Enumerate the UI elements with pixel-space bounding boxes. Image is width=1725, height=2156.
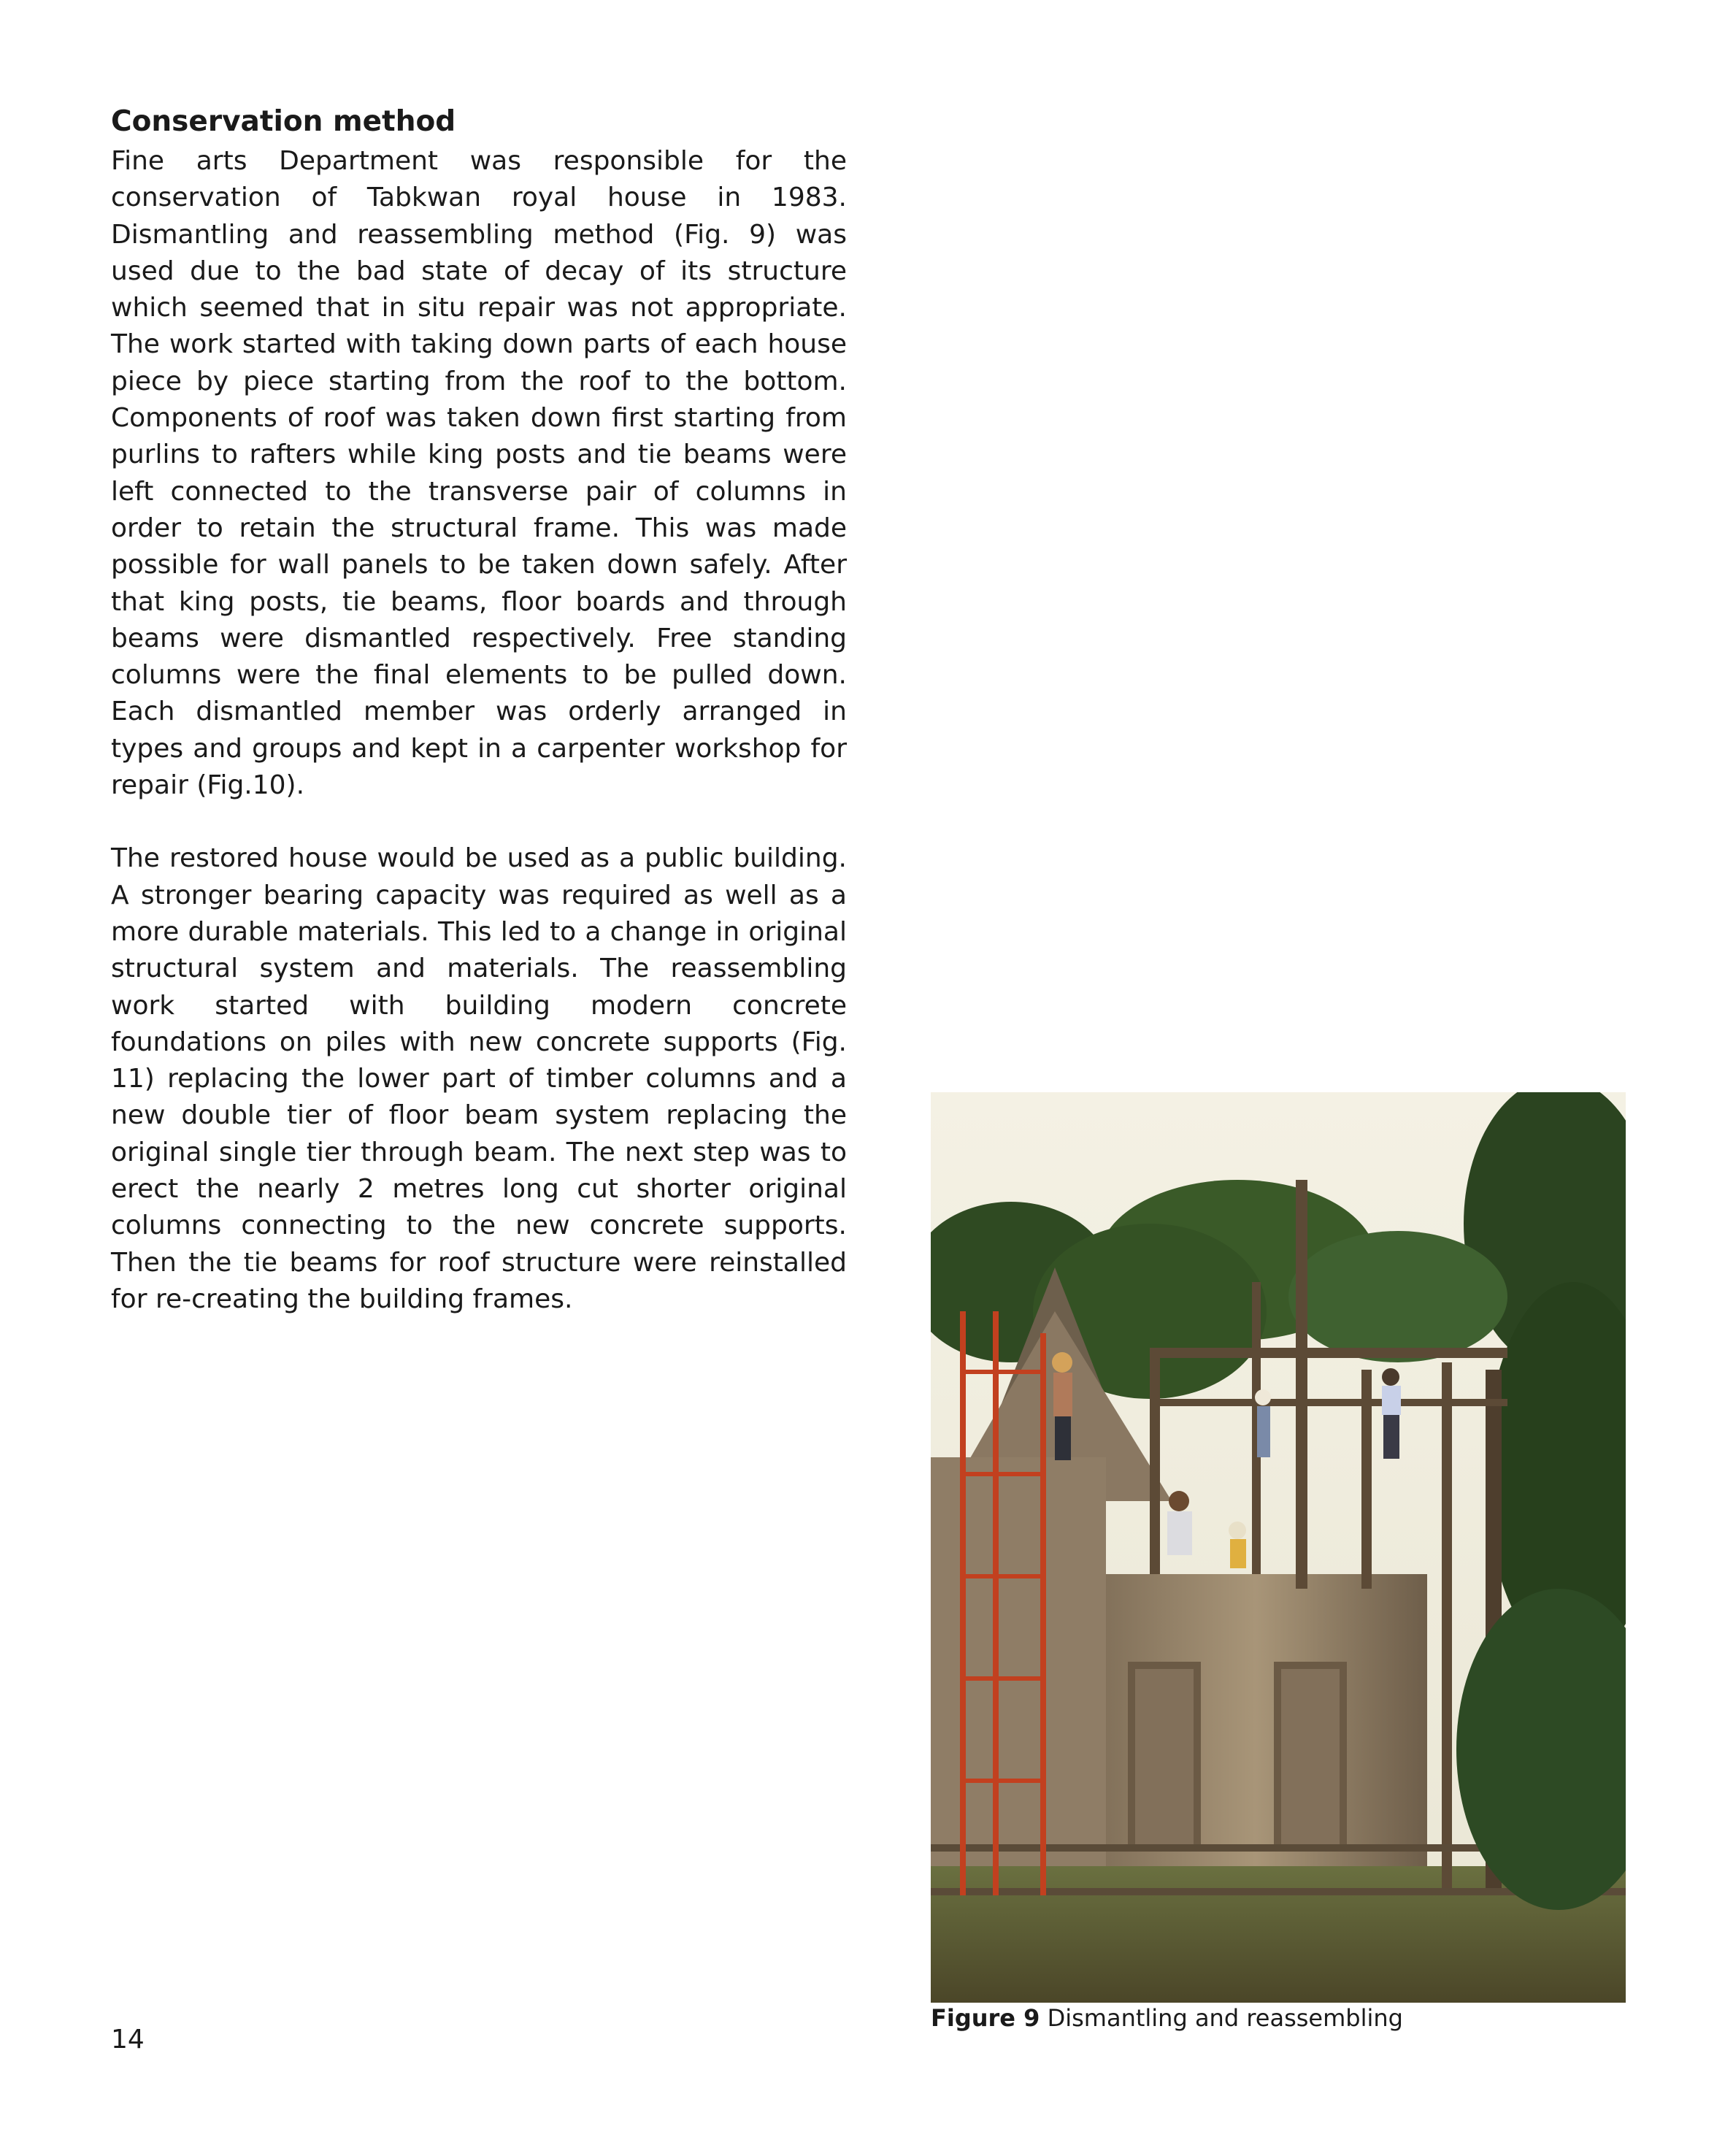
paragraph-2: The restored house would be used as a public building. A stronger bearing capacity was required as well as a more durable materials. This led to a change in original structural system and materials. The reassembling work started with building modern concrete foundations on piles with new concrete supports (Fig. 11) replacing the lower part of timber columns and a new double tier of floor beam system replacing the original single tier through beam. The next step was to erect the nearly 2 metres long cut shorter original columns connecting to the new concrete supports. Then the tie beams for roof structure were reinstalled for re-creating the building frames.: [111, 843, 847, 1314]
section-heading: Conservation method: [111, 105, 456, 138]
figure-label: Figure 9: [931, 2004, 1040, 2032]
body-text: [111, 143, 847, 1318]
figure-caption-text: Dismantling and reassembling: [1047, 2004, 1403, 2032]
figure-9-photo: [931, 1092, 1626, 2003]
figure-caption: [931, 2002, 1403, 2034]
page-number: 14: [111, 2025, 145, 2055]
paragraph-1: Fine arts Department was responsible for the conservation of Tabkwan royal house in 1983. Dismantling and reassembling method (Fig. 9) was used due to the bad state of decay of its structure which seemed that in situ repair was not appropriate. The work started with taking down parts of each house piece by piece starting from the roof to the bottom. Components of roof was taken down first starting from purlins to rafters while king posts and tie beams were left connected to the transverse pair of columns in order to retain the structural frame. This was made possible for wall panels to be taken down safely. After that king posts, tie beams, floor boards and through beams were dismantled respectively. Free standing columns were the final elements to be pulled down. Each dismantled member was orderly arranged in types and groups and kept in a carpenter workshop for repair (Fig.10).: [111, 146, 847, 801]
